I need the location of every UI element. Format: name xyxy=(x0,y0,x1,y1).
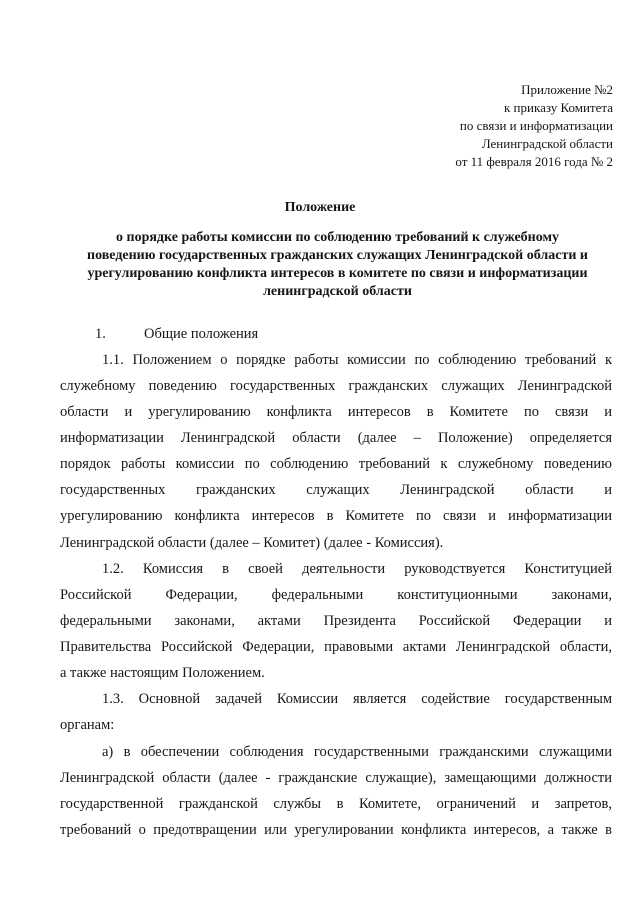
annex-block xyxy=(455,81,613,171)
subtitle-line: ленинградской области xyxy=(263,284,412,299)
body-line: урегулированию конфликта интересов в Комитете по связи и информатизации xyxy=(60,508,612,524)
body-line: информатизации Ленинградской области (далее – Положение) определяется xyxy=(60,430,612,446)
body-line: органам: xyxy=(60,717,115,733)
section-title: Общие положения xyxy=(144,326,259,342)
annex-line: по связи и информатизации xyxy=(459,118,613,133)
body-line: порядок работы комиссии по соблюдению требований к служебному поведению xyxy=(60,456,612,472)
body-line: 1.3. Основной задачей Комиссии является содействие государственным xyxy=(102,691,612,707)
body-line: государственных гражданских служащих Ленинградской области и xyxy=(60,482,612,498)
document-title: Положение xyxy=(284,200,356,215)
annex-line: от 11 февраля 2016 года № 2 xyxy=(455,154,613,169)
section-number: 1. xyxy=(95,326,106,342)
body-line: служебному поведению государственных гражданских служащих Ленинградской xyxy=(60,378,612,394)
subtitle-line: о порядке работы комиссии по соблюдению требований к служебному xyxy=(116,230,559,245)
body-line: а) в обеспечении соблюдения государственными гражданскими служащими xyxy=(102,744,612,760)
annex-line: Ленинградской области xyxy=(481,136,613,151)
body-line: Ленинградской области (далее - гражданские служащие), замещающими должности xyxy=(60,770,612,786)
body-line: а также настоящим Положением. xyxy=(60,665,265,681)
body-line: федеральными законами, актами Президента Российской Федерации и xyxy=(60,613,612,629)
body-line: 1.1. Положением о порядке работы комиссии по соблюдению требований к xyxy=(102,352,612,368)
subtitle-line: урегулированию конфликта интересов в комитете по связи и информатизации xyxy=(87,266,588,281)
subtitle-line: поведению государственных гражданских служащих Ленинградской области и xyxy=(87,248,588,263)
body-line: 1.2. Комиссия в своей деятельности руководствуется Конституцией xyxy=(102,561,612,577)
annex-line: к приказу Комитета xyxy=(503,100,613,115)
body-line: Российской Федерации, федеральными конституционными законами, xyxy=(60,587,612,603)
body-line: области и урегулированию конфликта интересов в Комитете по связи и xyxy=(60,404,612,420)
body-line: Ленинградской области (далее – Комитет) (далее - Комиссия). xyxy=(60,535,444,551)
body-line: требований о предотвращении или урегулировании конфликта интересов, а также в xyxy=(60,822,612,838)
document-subtitle xyxy=(60,229,615,301)
body-line: Правительства Российской Федерации, правовыми актами Ленинградской области, xyxy=(60,639,612,655)
body-line: государственной гражданской службы в Комитете, ограничений и запретов, xyxy=(60,796,612,812)
annex-line: Приложение №2 xyxy=(521,82,613,97)
